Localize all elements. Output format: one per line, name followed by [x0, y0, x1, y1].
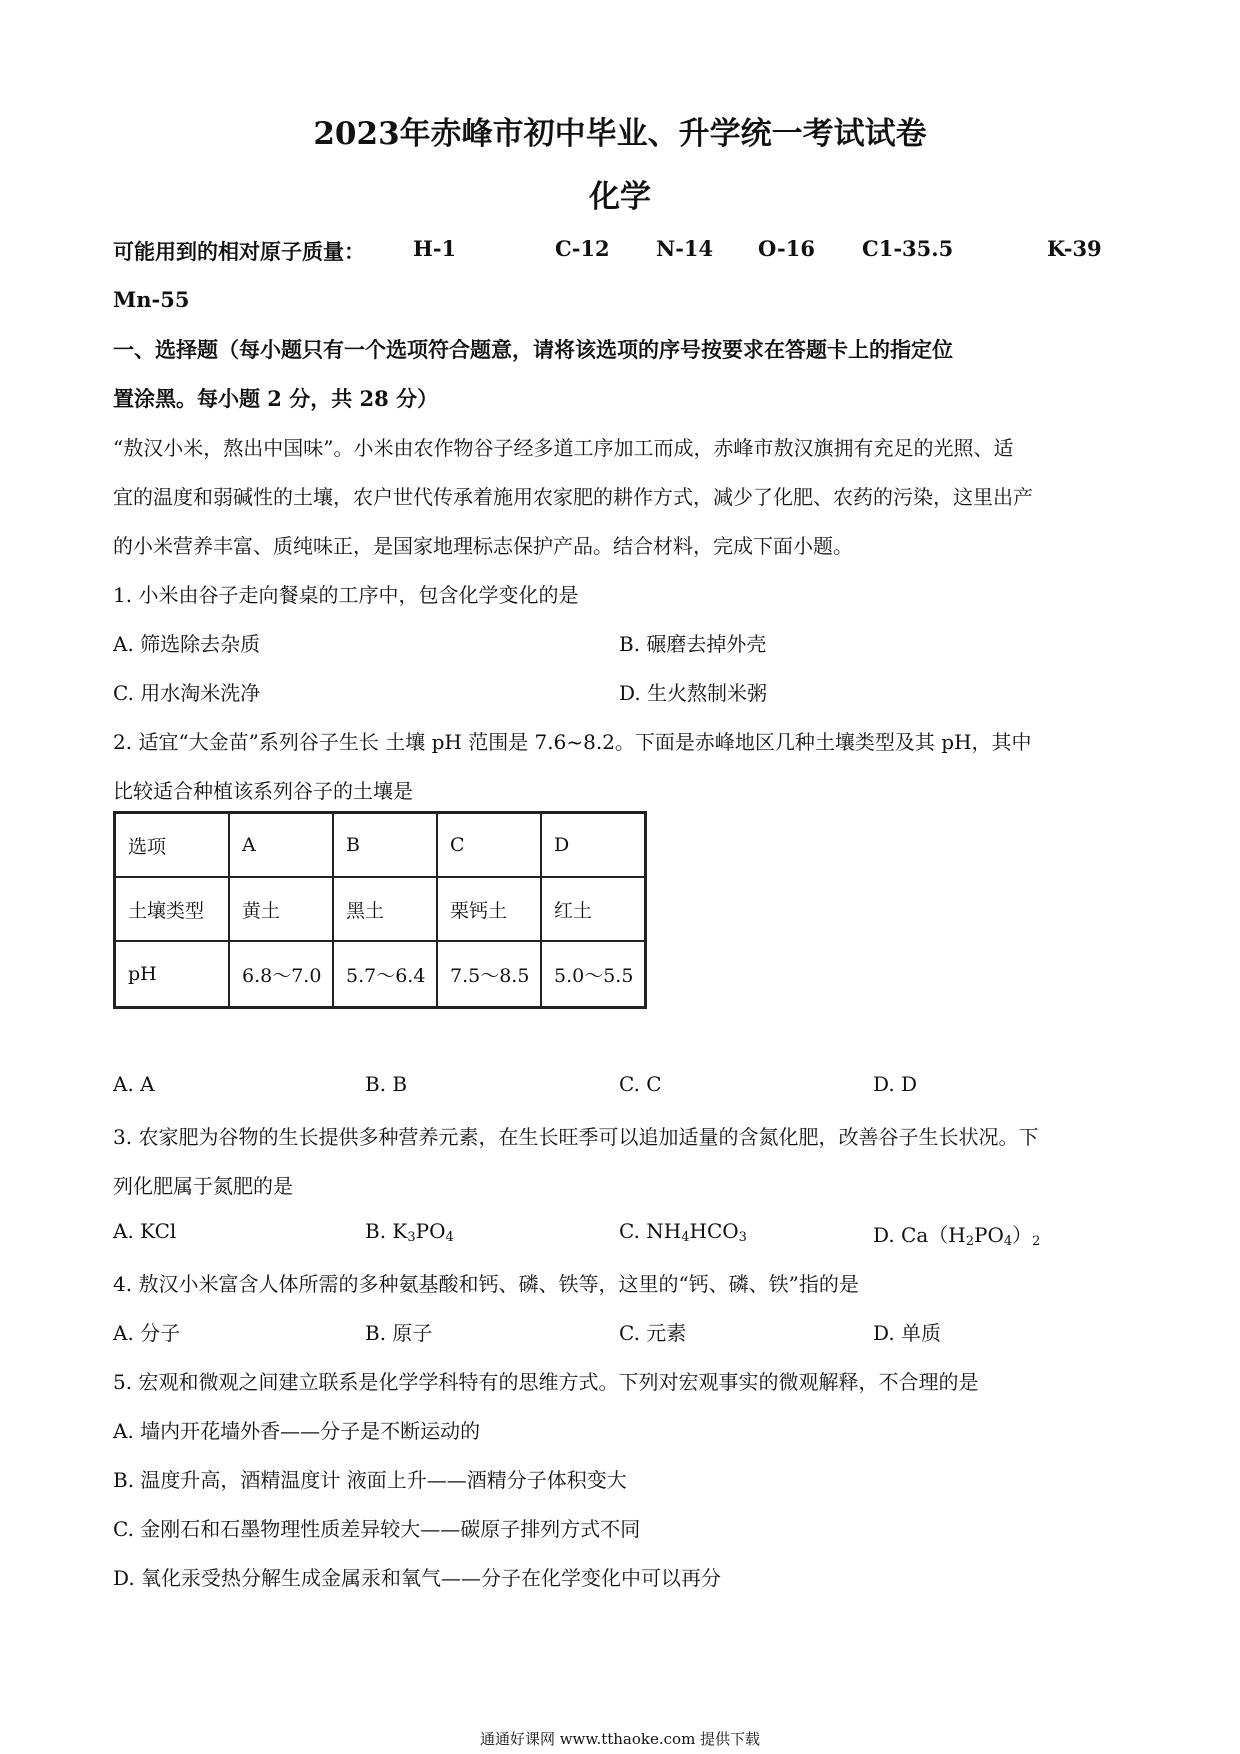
passage-line: 宜的温度和弱碱性的土壤，农户世代传承着施用农家肥的耕作方式，减少了化肥、农药的污染，这里出产 [113, 485, 1033, 509]
table-row [115, 813, 646, 878]
table-cell: 红土 [541, 877, 646, 941]
q1-option-a: A. 筛选除去杂质 [113, 632, 261, 656]
table-row [115, 941, 646, 1008]
q5-option-a: A. 墙内开花墙外香——分子是不断运动的 [113, 1419, 481, 1443]
q1-option-b: B. 碾磨去掉外壳 [619, 632, 767, 656]
q2-option-d: D. D [873, 1072, 918, 1096]
table-cell: B [333, 813, 437, 878]
table-cell: 土壤类型 [115, 877, 230, 941]
question-3-stem: 3. 农家肥为谷物的生长提供多种营养元素，在生长旺季可以追加适量的含氮化肥，改善谷子生长状况。下 [113, 1125, 1039, 1149]
q4-option-c: C. 元素 [619, 1321, 687, 1345]
question-2-stem-cont: 比较适合种植该系列谷子的土壤是 [113, 779, 413, 803]
table-cell: A [229, 813, 333, 878]
q3-option-c: C. $NH_4HCO_3$ [619, 1219, 747, 1245]
q5-option-c: C. 金刚石和石墨物理性质差异较大——碳原子排列方式不同 [113, 1517, 641, 1541]
section-heading: 一、选择题（每小题只有一个选项符合题意，请将该选项的序号按要求在答题卡上的指定位 [113, 337, 953, 362]
q4-option-d: D. 单质 [873, 1321, 942, 1345]
atomic-mass-item: C-12 [555, 236, 610, 261]
atomic-mass-item: N-14 [656, 236, 714, 261]
question-3-stem-cont: 列化肥属于氮肥的是 [113, 1174, 293, 1198]
q2-option-c: C. C [619, 1072, 662, 1096]
atomic-mass-item: H-1 [413, 236, 457, 261]
exam-title: 2023年赤峰市初中毕业、升学统一考试试卷 [313, 116, 927, 152]
q2-option-a: A. A [113, 1072, 155, 1096]
atomic-mass-item: O-16 [758, 236, 816, 261]
atomic-mass-label: 可能用到的相对原子质量： [113, 239, 365, 264]
atomic-mass-item: Mn-55 [113, 287, 190, 312]
table-cell: 6.8～7.0 [229, 941, 333, 1008]
table-cell: 5.7～6.4 [333, 941, 437, 1008]
section-heading-cont: 置涂黑。每小题 2 分，共 28 分） [113, 386, 439, 411]
table-cell: 黄土 [229, 877, 333, 941]
question-2-stem: 2. 适宜“大金苗”系列谷子生长 土壤 pH 范围是 7.6~8.2。下面是赤峰地区几种土壤类型及其 pH，其中 [113, 730, 1032, 754]
table-cell: 7.5～8.5 [437, 941, 541, 1008]
q1-option-d: D. 生火熬制米粥 [619, 681, 768, 705]
table-cell: D [541, 813, 646, 878]
q4-option-b: B. 原子 [365, 1321, 433, 1345]
question-5-stem: 5. 宏观和微观之间建立联系是化学学科特有的思维方式。下列对宏观事实的微观解释，不合理的是 [113, 1370, 979, 1394]
table-cell: C [437, 813, 541, 878]
footer-source: 通通好课网 www.tthaoke.com 提供下载 [479, 1730, 761, 1748]
atomic-mass-item: C1-35.5 [862, 236, 954, 261]
table-row [115, 877, 646, 941]
passage-line: 的小米营养丰富、质纯味正，是国家地理标志保护产品。结合材料，完成下面小题。 [113, 534, 853, 558]
atomic-mass-item: K-39 [1047, 236, 1102, 261]
q4-option-a: A. 分子 [113, 1321, 181, 1345]
q3-option-a: A. KCl [113, 1219, 177, 1243]
table-cell: 栗钙土 [437, 877, 541, 941]
passage-line: “敖汉小米，熬出中国味”。小米由农作物谷子经多道工序加工而成，赤峰市敖汉旗拥有充足的光照、适 [113, 436, 1014, 460]
q3-option-b: B. $K_3PO_4$ [365, 1219, 454, 1245]
question-4-stem: 4. 敖汉小米富含人体所需的多种氨基酸和钙、磷、铁等，这里的“钙、磷、铁”指的是 [113, 1272, 859, 1296]
table-cell: 5.0～5.5 [541, 941, 646, 1008]
soil-ph-table [113, 811, 647, 1009]
q2-option-b: B. B [365, 1072, 408, 1096]
q5-option-d: D. 氧化汞受热分解生成金属汞和氧气——分子在化学变化中可以再分 [113, 1566, 722, 1590]
table-cell: 选项 [115, 813, 230, 878]
q1-option-c: C. 用水淘米洗净 [113, 681, 261, 705]
question-1-stem: 1. 小米由谷子走向餐桌的工序中，包含化学变化的是 [113, 583, 579, 607]
q3-option-d: D. $Ca(H_2PO_4)_2$ [873, 1223, 1041, 1249]
table-cell: 黑土 [333, 877, 437, 941]
q5-option-b: B. 温度升高，酒精温度计 液面上升——酒精分子体积变大 [113, 1468, 627, 1492]
table-cell: pH [115, 941, 230, 1008]
subject-title: 化学 [589, 179, 651, 215]
